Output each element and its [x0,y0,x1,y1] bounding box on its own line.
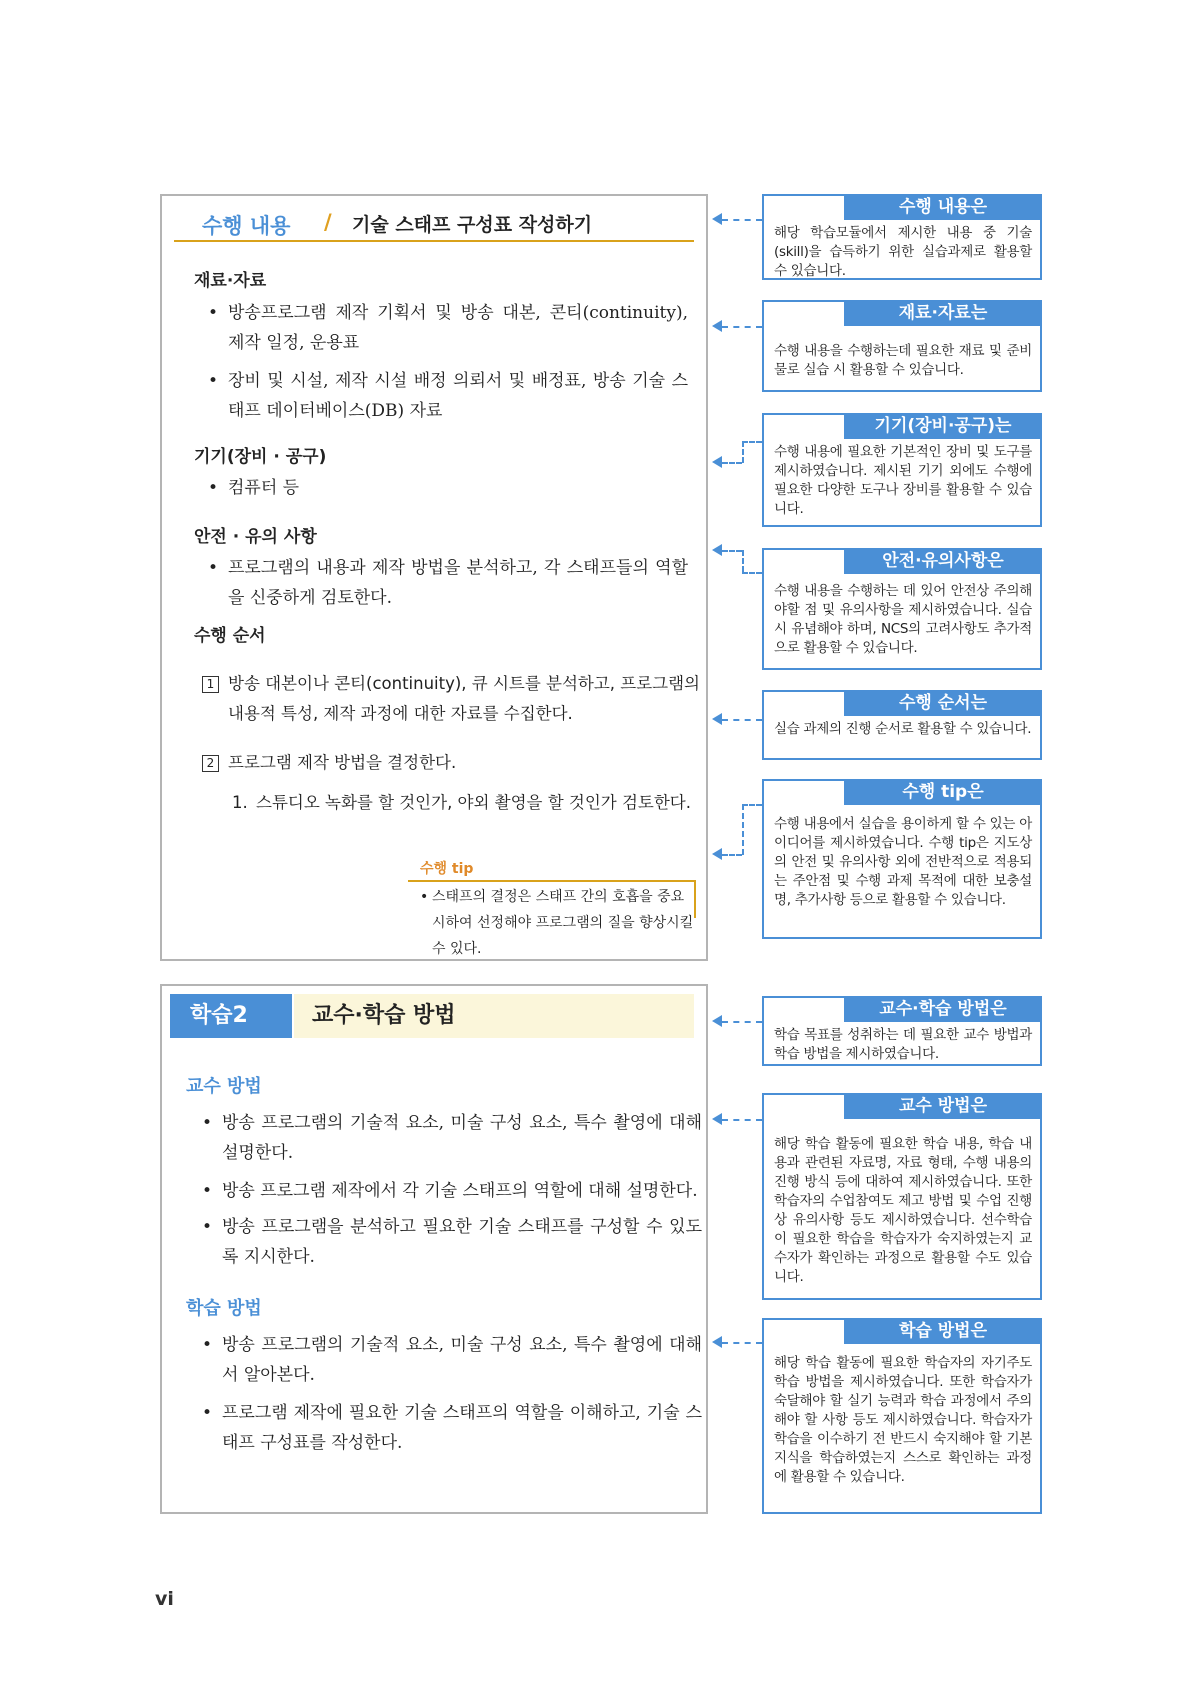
learn-item: • 방송 프로그램의 기술적 요소, 미술 구성 요소, 특수 촬영에 대해서 알아본다. [202,1330,702,1390]
connector-line [722,1342,762,1344]
learn-item: • 프로그램 제작에 필요한 기술 스태프의 역할을 이해하고, 기술 스태프 구성표를 작성한다. [202,1398,702,1458]
connector-line [742,550,744,572]
note-title: 재료·자료는 [844,300,1042,326]
note-materials [762,300,1042,392]
note-learn-method [762,1318,1042,1514]
materials-item: • 방송프로그램 제작 기획서 및 방송 대본, 콘티(continuity), 제작 일정, 운용표 [208,298,688,358]
header-slash: / [324,210,332,234]
note-performance-content [762,194,1042,280]
learn-method-title: 학습 방법 [186,1298,262,1319]
connector-line [722,719,762,721]
arrow-left-icon [712,456,722,468]
connector-line [722,854,742,856]
note-title: 안전·유의사항은 [844,548,1042,574]
connector-line [722,326,762,328]
arrow-left-icon [712,1336,722,1348]
connector-line [742,804,744,855]
procedure-step [202,748,702,778]
connector-line [722,462,742,464]
equipment-title: 기기(장비 · 공구) [194,447,327,467]
sub-step-number: 1. [232,793,248,812]
procedure-step [202,669,702,729]
note-body: 수행 내용을 수행하는데 필요한 재료 및 준비물로 실습 시 활용할 수 있습니다. [774,343,1032,378]
arrow-left-icon [712,544,722,556]
note-body: 수행 내용을 수행하는 데 있어 안전상 주의해야할 점 및 유의사항을 제시하였습니다. 실습 시 유념해야 하며, NCS의 고려사항도 추가적으로 활용할 수 있습니다. [774,583,1032,656]
note-safety [762,548,1042,670]
teach-item: • 방송 프로그램의 기술적 요소, 미술 구성 요소, 특수 촬영에 대해 설명한다. [202,1108,702,1168]
materials-title: 재료·자료 [194,271,267,291]
teach-item: • 방송 프로그램을 분석하고 필요한 기술 스태프를 구성할 수 있도록 지시한다. [202,1212,702,1272]
note-title: 수행 tip은 [844,779,1042,805]
connector-line [722,550,742,552]
note-title: 기기(장비·공구)는 [844,413,1042,439]
connector-line [742,441,762,443]
arrow-left-icon [712,213,722,225]
note-body: 학습 목표를 성취하는 데 필요한 교수 방법과 학습 방법을 제시하였습니다. [774,1027,1032,1062]
page-number: vi [155,1588,174,1610]
note-body: 실습 과제의 진행 순서로 활용할 수 있습니다. [774,721,1032,737]
tip-text: • 스태프의 결정은 스태프 간의 호흡을 중요시하여 선정해야 프로그램의 질을 향상시킬 수 있다. [420,884,695,962]
materials-item: • 장비 및 시설, 제작 시설 배정 의뢰서 및 배정표, 방송 기술 스태프 데이터베이스(DB) 자료 [208,366,688,426]
teaching-method-panel [160,984,708,1514]
procedure-sub-step [232,788,702,818]
note-body: 수행 내용에서 실습을 용이하게 할 수 있는 아이디어를 제시하였습니다. 수행 tip은 지도상의 안전 및 유의사항 외에 전반적으로 적용되는 주안점 및 수행 과제 목적에 대한 보충설명, 추가사항 등으로 활용할 수 있습니다. [774,816,1032,908]
step-text: 방송 대본이나 콘티(continuity), 큐 시트를 분석하고, 프로그램의 내용적 특성, 제작 과정에 대한 자료를 수집한다. [228,674,700,723]
step-number: 2 [202,755,219,772]
step-text: 프로그램 제작 방법을 결정한다. [228,753,457,772]
order-title: 수행 순서 [194,626,266,646]
teach-item: • 방송 프로그램 제작에서 각 기술 스태프의 역할에 대해 설명한다. [202,1176,702,1206]
note-title: 수행 내용은 [844,194,1042,220]
connector-line [722,1021,762,1023]
lesson-badge: 학습2 [170,994,292,1038]
connector-line [742,804,762,806]
note-procedure [762,690,1042,760]
arrow-left-icon [712,1113,722,1125]
equipment-item: • 컴퓨터 등 [208,473,688,503]
tip-label: 수행 tip [420,861,474,877]
arrow-left-icon [712,320,722,332]
note-teach-method [762,1093,1042,1300]
step-number: 1 [202,676,219,693]
note-teaching-learning [762,996,1042,1066]
note-title: 교수 방법은 [844,1093,1042,1119]
sub-step-text: 스튜디오 녹화를 할 것인가, 야외 촬영을 할 것인가 검토한다. [256,793,691,812]
note-equipment [762,413,1042,527]
connector-line [742,441,744,463]
note-title: 수행 순서는 [844,690,1042,716]
connector-line [742,572,762,574]
arrow-left-icon [712,1015,722,1027]
note-body: 해당 학습모듈에서 제시한 내용 중 기술(skill)을 습득하기 위한 실습과제로 활용할 수 있습니다. [774,225,1032,279]
performance-content-panel [160,194,708,961]
panel-header [174,206,694,242]
note-title: 교수·학습 방법은 [844,996,1042,1022]
arrow-left-icon [712,848,722,860]
connector-line [722,219,762,221]
arrow-left-icon [712,713,722,725]
safety-item: • 프로그램의 내용과 제작 방법을 분석하고, 각 스태프들의 역할을 신중하게 검토한다. [208,553,688,613]
safety-title: 안전 · 유의 사항 [194,527,317,547]
connector-line [722,1119,762,1121]
header-title: 기술 스태프 구성표 작성하기 [352,214,593,236]
note-title: 학습 방법은 [844,1318,1042,1344]
note-body: 수행 내용에 필요한 기본적인 장비 및 도구를 제시하였습니다. 제시된 기기 외에도 수행에 필요한 다양한 도구나 장비를 활용할 수 있습니다. [774,444,1032,517]
note-tip [762,779,1042,939]
header-label: 수행 내용 [202,214,291,238]
panel-title: 교수·학습 방법 [294,994,694,1038]
teach-method-title: 교수 방법 [186,1076,262,1097]
note-body: 해당 학습 활동에 필요한 학습자의 자기주도 학습 방법을 제시하였습니다. 또한 학습자가 숙달해야 할 실기 능력과 학습 과정에서 주의해야 할 사항 등도 제시하였습니다. 학습자가 학습을 이수하기 전 반드시 숙지해야 할 기본 지식을 학습하였는지 스스로 확인하는 과정에 활용할 수 있습니다. [774,1355,1032,1485]
note-body: 해당 학습 활동에 필요한 학습 내용, 학습 내용과 관련된 자료명, 자료 형태, 수행 내용의 진행 방식 등에 대하여 제시하였습니다. 또한 학습자의 수업참여도 제고 방법 및 수업 진행상 유의사항 등도 제시하였습니다. 선수학습이 필요한 학습을 학습자가 숙지하였는지 교수자가 확인하는 과정으로 활용할 수도 있습니다. [774,1136,1032,1285]
